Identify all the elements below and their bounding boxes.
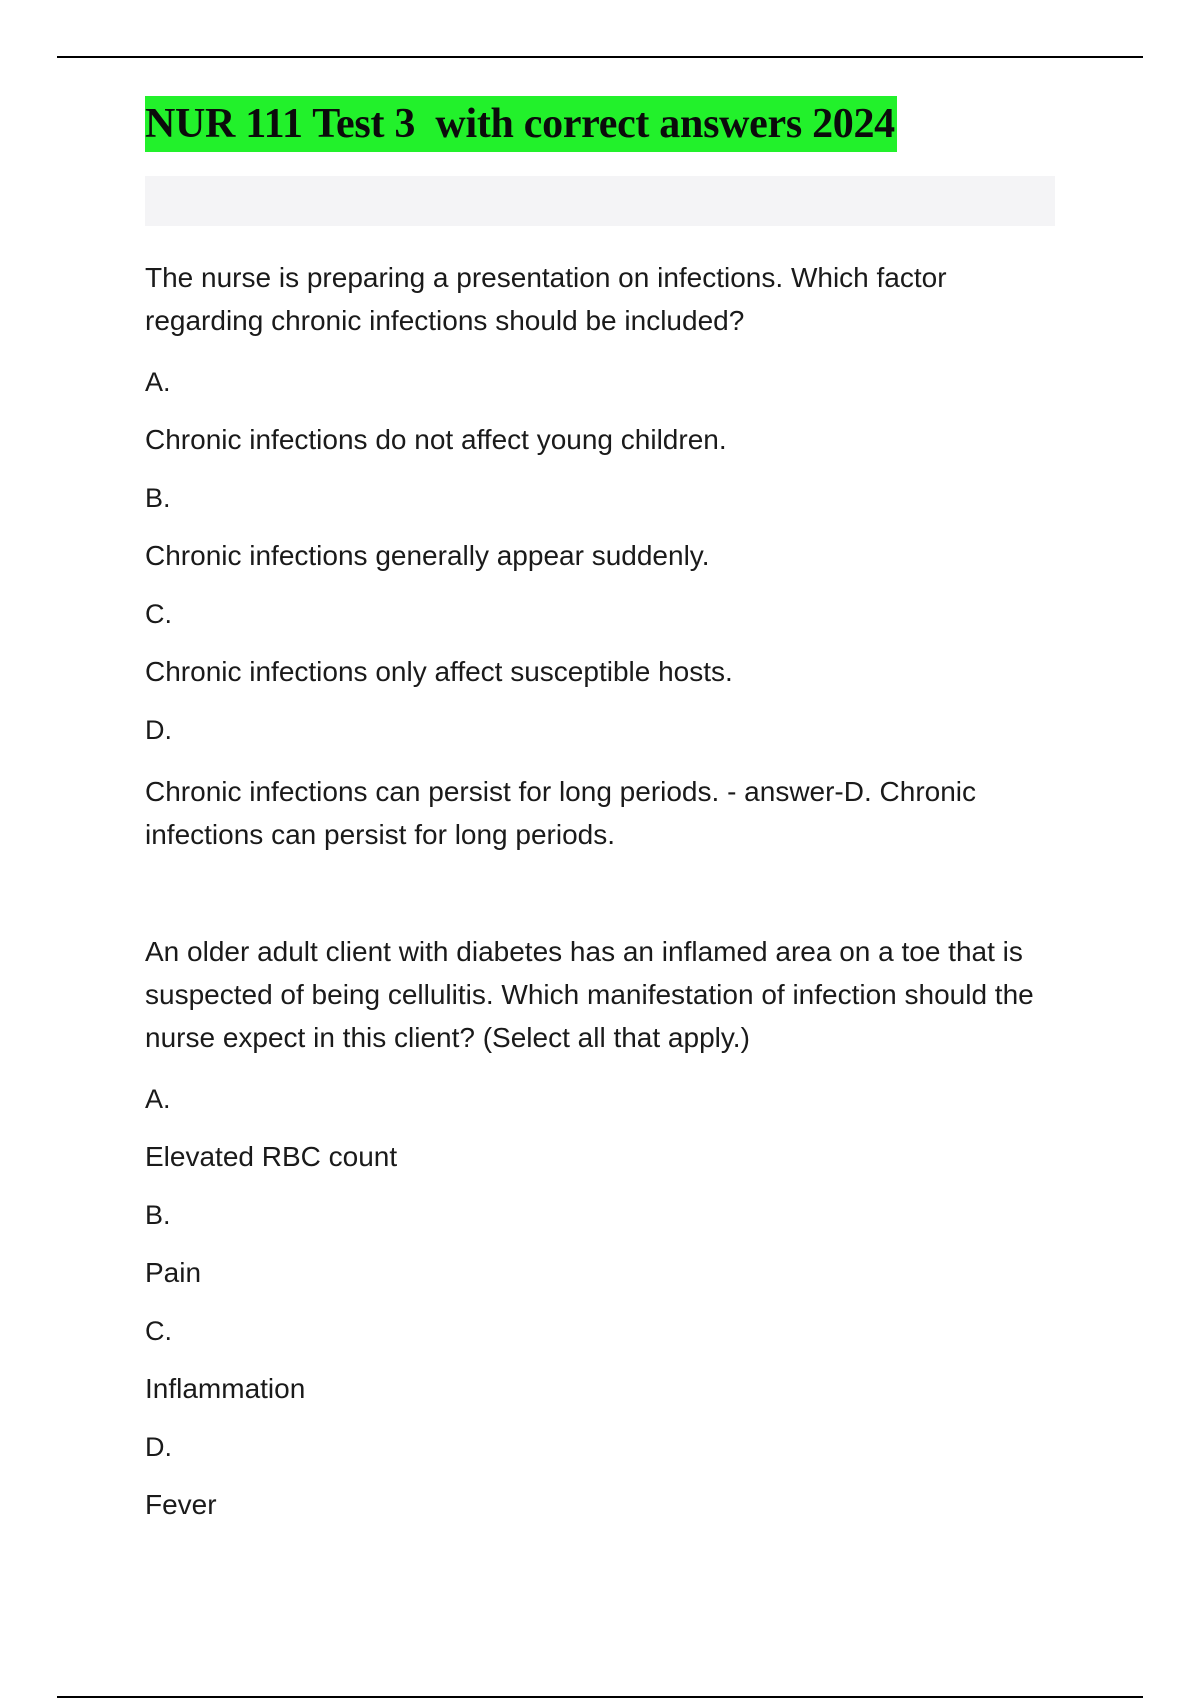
question-text: The nurse is preparing a presentation on infections. Which factor regarding chronic infections should be included?	[145, 262, 947, 336]
option-letter: C.	[145, 1316, 172, 1346]
top-rule	[57, 56, 1143, 58]
option-letter: B.	[145, 1200, 171, 1230]
option-text: Fever	[145, 1489, 217, 1520]
option-letter: A.	[145, 1084, 171, 1114]
blank-gray-bar	[145, 176, 1055, 226]
question-text: An older adult client with diabetes has an inflamed area on a toe that is suspected of being cellulitis. Which manifestation of infection should the nurse expect in this client? (Select all that apply.)	[145, 936, 1034, 1053]
option-letter: C.	[145, 599, 172, 629]
option-letter: A.	[145, 367, 171, 397]
document-title: NUR 111 Test 3 with correct answers 2024	[145, 96, 897, 152]
bottom-rule	[57, 1696, 1143, 1698]
option-text-with-answer: Chronic infections can persist for long periods. - answer-D. Chronic infections can persist for long periods.	[145, 776, 977, 850]
question-2	[145, 930, 1055, 1523]
option-text: Chronic infections generally appear suddenly.	[145, 540, 710, 571]
option-letter: D.	[145, 715, 172, 745]
question-1	[145, 256, 1055, 856]
title-block	[145, 96, 1055, 152]
option-text: Chronic infections only affect susceptible hosts.	[145, 656, 733, 687]
option-letter: B.	[145, 483, 171, 513]
option-text: Elevated RBC count	[145, 1141, 398, 1172]
option-text: Chronic infections do not affect young children.	[145, 424, 727, 455]
option-text: Pain	[145, 1257, 202, 1288]
option-letter: D.	[145, 1432, 172, 1462]
document-content	[145, 96, 1055, 1523]
option-text: Inflammation	[145, 1373, 306, 1404]
